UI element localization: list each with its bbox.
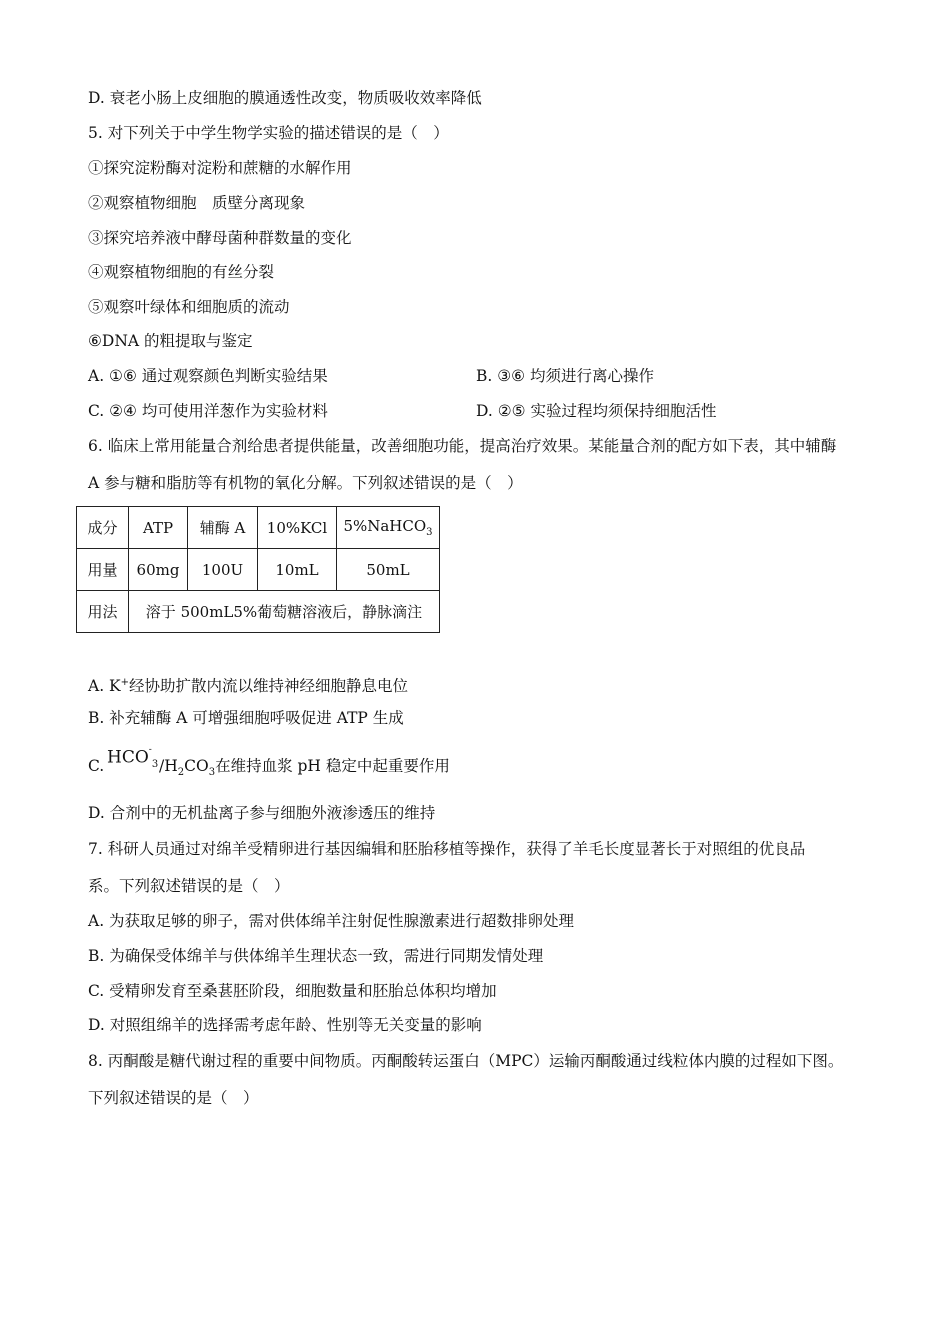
q6-stem-line1: 6. 临床上常用能量合剂给患者提供能量，改善细胞功能，提高治疗效果。某能量合剂的配方如下表，其中辅酶 <box>88 437 837 455</box>
table-row <box>77 591 440 633</box>
q5-item-5: ⑤观察叶绿体和细胞质的流动 <box>88 298 290 316</box>
formula-text: /H <box>159 757 178 775</box>
q7-option-b: B. 为确保受体绵羊与供体绵羊生理状态一致，需进行同期发情处理 <box>88 947 544 965</box>
table-cell: 10%KCl <box>258 507 337 549</box>
q5-item-2: ②观察植物细胞 质壁分离现象 <box>88 194 306 212</box>
q7-stem-line2: 系。下列叙述错误的是（ ） <box>88 877 290 895</box>
table-cell <box>337 507 440 549</box>
superscript: - <box>148 745 152 755</box>
table-cell: 100U <box>188 549 258 591</box>
q6-option-a <box>88 673 408 696</box>
table-cell: ATP <box>129 507 188 549</box>
q6-option-a-pre: A. K <box>88 677 121 696</box>
q7-option-a: A. 为获取足够的卵子，需对供体绵羊注射促性腺激素进行超数排卵处理 <box>88 912 575 930</box>
q5-stem: 5. 对下列关于中学生物学实验的描述错误的是（ ） <box>88 124 449 142</box>
subscript: 3 <box>208 767 216 779</box>
subscript: 3 <box>426 527 433 538</box>
formula-text: CO <box>184 757 209 775</box>
table-cell: 成分 <box>77 507 129 549</box>
subscript: 2 <box>177 767 185 779</box>
table-row <box>77 507 440 549</box>
table-cell: 用量 <box>77 549 129 591</box>
q5-option-b: B. ③⑥ 均须进行离心操作 <box>476 367 654 385</box>
q4-option-d: D. 衰老小肠上皮细胞的膜通透性改变，物质吸收效率降低 <box>88 89 482 107</box>
q8-stem-line1: 8. 丙酮酸是糖代谢过程的重要中间物质。丙酮酸转运蛋白（MPC）运输丙酮酸通过线粒体内膜的过程如下图。 <box>88 1052 844 1070</box>
table-cell-text: 5%NaHCO <box>343 517 427 535</box>
q5-option-a: A. ①⑥ 通过观察颜色判断实验结果 <box>88 367 328 385</box>
table-cell: 10mL <box>258 549 337 591</box>
table-cell: 50mL <box>337 549 440 591</box>
q5-option-d: D. ②⑤ 实验过程均须保持细胞活性 <box>476 402 717 420</box>
q5-item-6: ⑥DNA 的粗提取与鉴定 <box>88 332 253 350</box>
q5-item-1: ①探究淀粉酶对淀粉和蔗糖的水解作用 <box>88 159 352 177</box>
q6-option-a-post: 经协助扩散内流以维持神经细胞静息电位 <box>129 677 409 696</box>
table-cell: 溶于 500mL5%葡萄糖溶液后，静脉滴注 <box>129 591 440 633</box>
table-cell: 60mg <box>129 549 188 591</box>
superscript: + <box>120 677 130 688</box>
q6-option-b: B. 补充辅酶 A 可增强细胞呼吸促进 ATP 生成 <box>88 709 404 727</box>
q7-stem-line1: 7. 科研人员通过对绵羊受精卵进行基因编辑和胚胎移植等操作，获得了羊毛长度显著长于对照组的优良品 <box>88 840 806 858</box>
bicarbonate-formula <box>107 744 158 775</box>
q6-option-c-post: 在维持血浆 pH 稳定中起重要作用 <box>215 757 450 775</box>
subscript: 3 <box>151 759 159 771</box>
q6-stem-line2: A 参与糖和脂肪等有机物的氧化分解。下列叙述错误的是（ ） <box>88 474 523 492</box>
q8-stem-line2: 下列叙述错误的是（ ） <box>88 1089 259 1107</box>
table-cell: 辅酶 A <box>188 507 258 549</box>
q6-option-d: D. 合剂中的无机盐离子参与细胞外液渗透压的维持 <box>88 804 436 822</box>
formula-text: HCO <box>107 747 149 768</box>
table-row <box>77 549 440 591</box>
q5-option-c: C. ②④ 均可使用洋葱作为实验材料 <box>88 402 328 420</box>
prescription-table <box>76 506 440 633</box>
q7-option-d: D. 对照组绵羊的选择需考虑年龄、性别等无关变量的影响 <box>88 1016 482 1034</box>
q5-item-3: ③探究培养液中酵母菌种群数量的变化 <box>88 229 352 247</box>
table-cell: 用法 <box>77 591 129 633</box>
q7-option-c: C. 受精卵发育至桑葚胚阶段，细胞数量和胚胎总体积均增加 <box>88 982 497 1000</box>
q5-item-4: ④观察植物细胞的有丝分裂 <box>88 263 275 281</box>
q6-option-c-label: C. <box>88 757 105 775</box>
q6-option-c <box>159 756 450 783</box>
